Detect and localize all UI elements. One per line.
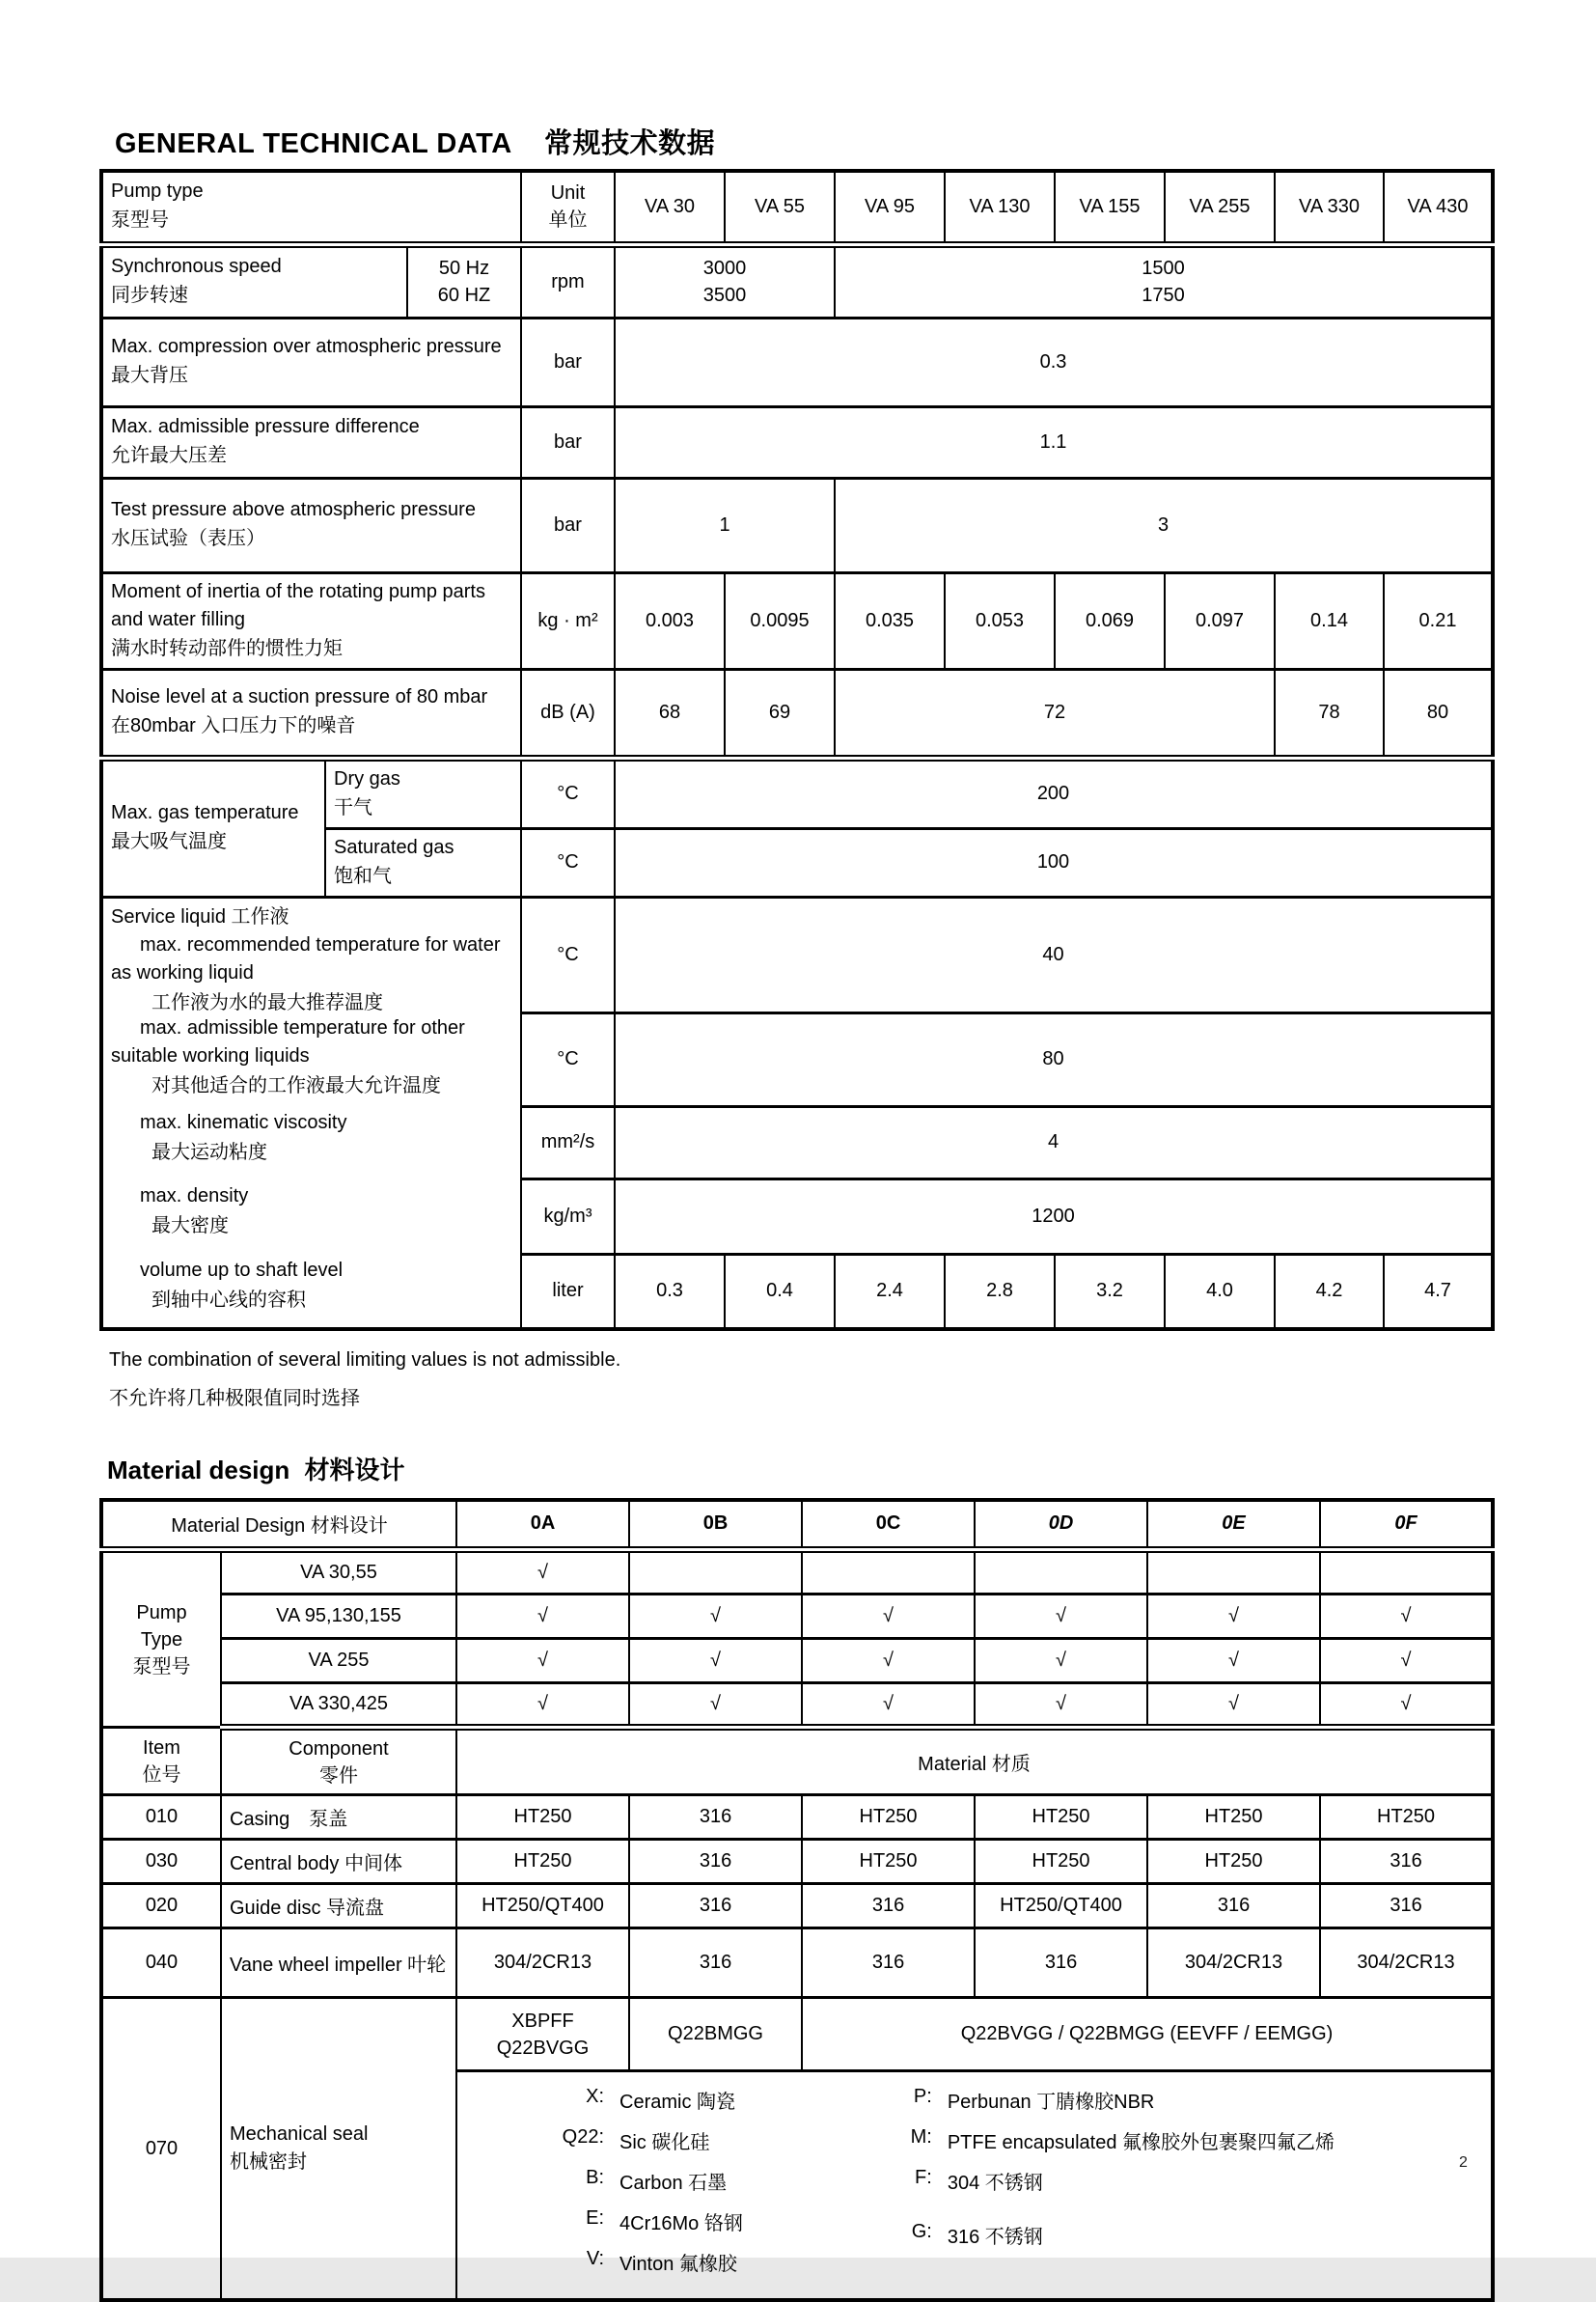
material-header-row xyxy=(101,1500,1493,1550)
material-cell: HT250 xyxy=(802,1795,975,1840)
component-row xyxy=(101,1795,1493,1840)
material-cell: HT250/QT400 xyxy=(456,1884,629,1928)
item-cell: 040 xyxy=(101,1928,221,1998)
material-cell: 304/2CR13 xyxy=(456,1928,629,1998)
check-cell: √ xyxy=(802,1595,975,1639)
row-unit-cell: °C xyxy=(521,828,615,897)
material-cell: HT250 xyxy=(1147,1840,1320,1884)
volume-value: 2.4 xyxy=(835,1255,945,1329)
check-cell: √ xyxy=(802,1639,975,1683)
noise-row xyxy=(101,669,1493,758)
service-water-temp-row xyxy=(101,897,1493,1012)
check-cell: √ xyxy=(975,1683,1147,1728)
material-cell: HT250 xyxy=(975,1795,1147,1840)
legend-item: B: Carbon 石墨 xyxy=(550,2167,743,2195)
sync-unit-cell: rpm xyxy=(521,244,615,318)
material-design-title-zh: 材料设计 xyxy=(305,1456,405,1484)
design-header: 0C xyxy=(802,1500,975,1550)
test-pressure-row xyxy=(101,478,1493,572)
pump-model: VA 30,55 xyxy=(221,1550,456,1595)
inertia-value: 0.035 xyxy=(835,572,945,669)
check-cell: √ xyxy=(1320,1639,1493,1683)
material-cell: HT250 xyxy=(802,1840,975,1884)
row-label-cell: Max. compression over atmospheric pressure 最大背压 xyxy=(101,318,521,406)
component-row xyxy=(101,1840,1493,1884)
check-cell: √ xyxy=(1147,1595,1320,1639)
model-header: VA 330 xyxy=(1275,171,1384,244)
legend-item: V: Vinton 氟橡胶 xyxy=(550,2248,743,2276)
pump-type-cell: Pump Type 泵型号 xyxy=(101,1550,221,1728)
material-header-cell: Material 材质 xyxy=(456,1728,1493,1795)
sync-label-zh: 同步转速 xyxy=(111,281,399,311)
material-design-header-cell: Material Design 材料设计 xyxy=(101,1500,456,1550)
row-unit-cell: dB (A) xyxy=(521,669,615,758)
row-value-cell: 40 xyxy=(615,897,1493,1012)
model-header: VA 255 xyxy=(1165,171,1275,244)
pump-row xyxy=(101,1595,1493,1639)
component-row xyxy=(101,1884,1493,1928)
material-cell: 316 xyxy=(1147,1884,1320,1928)
design-header: 0A xyxy=(456,1500,629,1550)
inertia-value: 0.069 xyxy=(1055,572,1165,669)
test-value-large: 3 xyxy=(835,478,1493,572)
row-unit-cell: mm²/s xyxy=(521,1107,615,1179)
material-cell: 304/2CR13 xyxy=(1320,1928,1493,1998)
legend-item: F: 304 不锈钢 xyxy=(878,2167,1335,2195)
page-content xyxy=(99,0,1491,2302)
pump-model: VA 330,425 xyxy=(221,1683,456,1728)
legend-item: G: 316 不锈钢 xyxy=(878,2221,1335,2249)
volume-value: 4.0 xyxy=(1165,1255,1275,1329)
check-cell: √ xyxy=(629,1639,802,1683)
material-cell: 316 xyxy=(802,1884,975,1928)
seal-code-a: XBPFF Q22BVGG xyxy=(456,1998,629,2071)
legend-item: P: Perbunan 丁腈橡胶NBR xyxy=(878,2086,1335,2114)
material-design-title-en: Material design xyxy=(107,1456,289,1484)
row-label-cell: Moment of inertia of the rotating pump parts and water filling 满水时转动部件的惯性力矩 xyxy=(101,572,521,669)
component-cell: Central body 中间体 xyxy=(221,1840,456,1884)
design-header: 0E xyxy=(1147,1500,1320,1550)
seal-item-cell: 070 xyxy=(101,1998,221,2301)
model-header: VA 430 xyxy=(1384,171,1493,244)
page-title-zh: 常规技术数据 xyxy=(544,128,715,159)
material-cell: 316 xyxy=(629,1928,802,1998)
limiting-values-note xyxy=(109,1346,1491,1412)
material-design-table xyxy=(99,1498,1495,2302)
row-value-cell: 4 xyxy=(615,1107,1493,1179)
general-data-table xyxy=(99,169,1495,1331)
seal-legend xyxy=(457,2072,1491,2298)
saturated-gas-cell: Saturated gas 饱和气 xyxy=(325,828,521,897)
service-liquid-header: Service liquid 工作液 xyxy=(111,902,512,931)
row-value-cell: 200 xyxy=(615,758,1493,828)
sync-label-en: Synchronous speed xyxy=(111,253,399,281)
row-unit-cell: kg/m³ xyxy=(521,1179,615,1255)
inertia-value: 0.097 xyxy=(1165,572,1275,669)
check-cell: √ xyxy=(456,1595,629,1639)
material-cell: HT250 xyxy=(975,1840,1147,1884)
check-cell xyxy=(629,1550,802,1595)
volume-value: 2.8 xyxy=(945,1255,1055,1329)
row-label-cell: Noise level at a suction pressure of 80 mbar 在80mbar 入口压力下的噪音 xyxy=(101,669,521,758)
material-cell: HT250 xyxy=(1320,1795,1493,1840)
row-value-cell: 80 xyxy=(615,1012,1493,1106)
design-header: 0B xyxy=(629,1500,802,1550)
service-liquid-label-cell: Service liquid 工作液 max. recommended temperature for water as working liquid 工作液为水的最大推荐温度 max. admissible temperature for other suitable working liquids 对其他适合的工作液最大允许温度 max. kinematic viscosity 最大运动粘度 max. density 最大密度 volume up to shaft level 到轴中心线的容积 xyxy=(101,897,521,1329)
sync-value-low: 3000 3500 xyxy=(615,244,835,318)
pump-model: VA 255 xyxy=(221,1639,456,1683)
pump-type-header-cell xyxy=(101,171,521,244)
model-header: VA 30 xyxy=(615,171,725,244)
noise-value: 78 xyxy=(1275,669,1384,758)
material-cell: 316 xyxy=(1320,1840,1493,1884)
model-header: VA 95 xyxy=(835,171,945,244)
row-label-cell: Test pressure above atmospheric pressure 水压试验（表压） xyxy=(101,478,521,572)
check-cell xyxy=(802,1550,975,1595)
pump-type-en: Pump type xyxy=(111,178,512,206)
pump-row xyxy=(101,1550,1493,1595)
material-design-title xyxy=(107,1451,1491,1486)
inertia-value: 0.0095 xyxy=(725,572,835,669)
unit-en: Unit xyxy=(530,180,606,207)
volume-value: 3.2 xyxy=(1055,1255,1165,1329)
unit-zh: 单位 xyxy=(530,207,606,234)
check-cell: √ xyxy=(975,1595,1147,1639)
item-cell: 020 xyxy=(101,1884,221,1928)
material-cell: 316 xyxy=(802,1928,975,1998)
model-header: VA 55 xyxy=(725,171,835,244)
note-en: The combination of several limiting values is not admissible. xyxy=(109,1346,1491,1373)
noise-value: 72 xyxy=(835,669,1275,758)
material-cell: 316 xyxy=(1320,1884,1493,1928)
check-cell xyxy=(1147,1550,1320,1595)
item-cell: 010 xyxy=(101,1795,221,1840)
row-unit-cell: °C xyxy=(521,1012,615,1106)
check-cell: √ xyxy=(1147,1683,1320,1728)
material-cell: 316 xyxy=(629,1884,802,1928)
pump-row xyxy=(101,1683,1493,1728)
pump-row xyxy=(101,1639,1493,1683)
pump-type-zh: 泵型号 xyxy=(111,206,512,236)
dry-gas-cell: Dry gas 干气 xyxy=(325,758,521,828)
component-row xyxy=(101,1928,1493,1998)
row-unit-cell: °C xyxy=(521,897,615,1012)
pump-model: VA 95,130,155 xyxy=(221,1595,456,1639)
material-cell: 316 xyxy=(975,1928,1147,1998)
freq-60hz: 60 HZ xyxy=(416,282,512,309)
check-cell: √ xyxy=(1147,1639,1320,1683)
gas-temp-dry-row xyxy=(101,758,1493,828)
unit-header-cell xyxy=(521,171,615,244)
max-compression-row xyxy=(101,318,1493,406)
inertia-row xyxy=(101,572,1493,669)
table-header-row xyxy=(101,171,1493,244)
row-unit-cell: bar xyxy=(521,318,615,406)
sync-freq-cell xyxy=(407,244,521,318)
gas-temp-label-cell: Max. gas temperature 最大吸气温度 xyxy=(101,758,325,897)
row-value-cell: 1200 xyxy=(615,1179,1493,1255)
inertia-value: 0.21 xyxy=(1384,572,1493,669)
row-value-cell: 0.3 xyxy=(615,318,1493,406)
component-header-cell: Component 零件 xyxy=(221,1728,456,1795)
max-pressure-diff-row xyxy=(101,406,1493,478)
noise-value: 69 xyxy=(725,669,835,758)
seal-legend-cell xyxy=(456,2071,1493,2301)
check-cell: √ xyxy=(456,1683,629,1728)
material-cell: HT250 xyxy=(456,1840,629,1884)
legend-item: M: PTFE encapsulated 氟橡胶外包裹聚四氟乙烯 xyxy=(878,2126,1335,2154)
legend-item: Q22: Sic 碳化硅 xyxy=(550,2126,743,2154)
note-zh: 不允许将几种极限值同时选择 xyxy=(109,1385,1491,1412)
check-cell: √ xyxy=(1320,1683,1493,1728)
page-title-en: GENERAL TECHNICAL DATA xyxy=(115,128,511,159)
seal-code-b: Q22BMGG xyxy=(629,1998,802,2071)
check-cell: √ xyxy=(456,1639,629,1683)
volume-value: 0.3 xyxy=(615,1255,725,1329)
inertia-value: 0.003 xyxy=(615,572,725,669)
page-title xyxy=(115,122,1491,161)
check-cell xyxy=(1320,1550,1493,1595)
component-cell: Guide disc 导流盘 xyxy=(221,1884,456,1928)
seal-code-rest: Q22BVGG / Q22BMGG (EEVFF / EEMGG) xyxy=(802,1998,1493,2071)
row-unit-cell: °C xyxy=(521,758,615,828)
sync-label-cell xyxy=(101,244,407,318)
inertia-value: 0.053 xyxy=(945,572,1055,669)
noise-value: 80 xyxy=(1384,669,1493,758)
material-cell: 316 xyxy=(629,1795,802,1840)
sync-speed-row xyxy=(101,244,1493,318)
material-cell: HT250/QT400 xyxy=(975,1884,1147,1928)
check-cell: √ xyxy=(802,1683,975,1728)
item-header-cell: Item 位号 xyxy=(101,1728,221,1795)
row-unit-cell: bar xyxy=(521,406,615,478)
design-header: 0F xyxy=(1320,1500,1493,1550)
inertia-value: 0.14 xyxy=(1275,572,1384,669)
check-cell: √ xyxy=(629,1683,802,1728)
material-cell: HT250 xyxy=(456,1795,629,1840)
legend-item: X: Ceramic 陶瓷 xyxy=(550,2086,743,2114)
row-value-cell: 100 xyxy=(615,828,1493,897)
component-cell: Casing 泵盖 xyxy=(221,1795,456,1840)
item-cell: 030 xyxy=(101,1840,221,1884)
seal-codes-row xyxy=(101,1998,1493,2071)
freq-50hz: 50 Hz xyxy=(416,255,512,282)
row-unit-cell: bar xyxy=(521,478,615,572)
material-cell: HT250 xyxy=(1147,1795,1320,1840)
seal-component-cell: Mechanical seal 机械密封 xyxy=(221,1998,456,2301)
sync-value-high: 1500 1750 xyxy=(835,244,1493,318)
row-value-cell: 1.1 xyxy=(615,406,1493,478)
volume-value: 4.2 xyxy=(1275,1255,1384,1329)
check-cell: √ xyxy=(629,1595,802,1639)
check-cell xyxy=(975,1550,1147,1595)
volume-value: 0.4 xyxy=(725,1255,835,1329)
item-header-row xyxy=(101,1728,1493,1795)
material-cell: 304/2CR13 xyxy=(1147,1928,1320,1998)
noise-value: 68 xyxy=(615,669,725,758)
volume-value: 4.7 xyxy=(1384,1255,1493,1329)
row-label-cell: Max. admissible pressure difference 允许最大压差 xyxy=(101,406,521,478)
model-header: VA 155 xyxy=(1055,171,1165,244)
design-header: 0D xyxy=(975,1500,1147,1550)
check-cell: √ xyxy=(456,1550,629,1595)
check-cell: √ xyxy=(1320,1595,1493,1639)
model-header: VA 130 xyxy=(945,171,1055,244)
material-cell: 316 xyxy=(629,1840,802,1884)
row-unit-cell: kg · m² xyxy=(521,572,615,669)
test-value-small: 1 xyxy=(615,478,835,572)
legend-item: E: 4Cr16Mo 铬钢 xyxy=(550,2207,743,2235)
row-unit-cell: liter xyxy=(521,1255,615,1329)
check-cell: √ xyxy=(975,1639,1147,1683)
page-number: 2 xyxy=(1459,2154,1468,2172)
component-cell: Vane wheel impeller 叶轮 xyxy=(221,1928,456,1998)
